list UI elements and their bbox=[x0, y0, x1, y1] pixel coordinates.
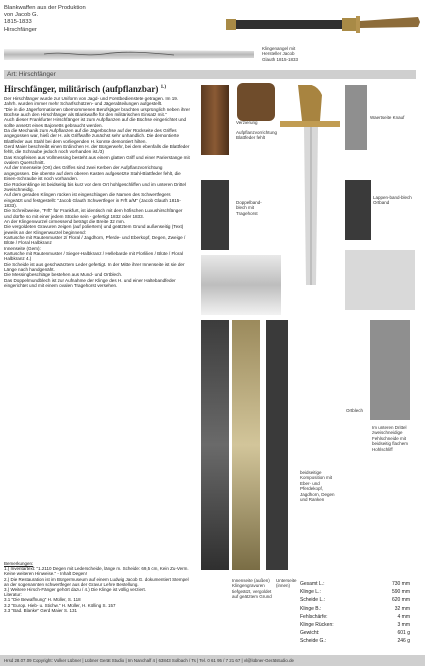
remark-item: 3.) Weitere Hirsch-Fänger gehört dazu / 4.) Die Klinge ist völlig verziert. bbox=[4, 587, 146, 593]
spec-label: Klinge L.: bbox=[300, 589, 321, 596]
sword-hilt-illustration bbox=[280, 85, 340, 285]
engraving-photo-2 bbox=[232, 320, 260, 570]
section-label-bar bbox=[4, 70, 416, 79]
caption-waertseite: Waertseite Knauf bbox=[370, 115, 405, 120]
section-label: Art: Hirschfänger bbox=[7, 71, 56, 78]
spec-row bbox=[300, 605, 410, 613]
body-paragraph: Auf der Innenseite (Ort) des Griffes sind zwei Kerben der Aufpflanzvorrichtung angegossen. Die oberste auf dem oberen Kasten aufgesetzte Stahl-Blattfeder fehlt, die Eisen-Schraube ist noch vorhanden. bbox=[4, 165, 181, 182]
blade-detail-photo bbox=[201, 255, 281, 315]
specifications-table bbox=[300, 580, 410, 646]
body-paragraph: Gerd Maier beschreibt einen Erdinchen H. der Bürgerwehr, bei dem ebenfalls die Blattfeder fehlt, die Schraube jedoch noch vorhanden ist./3) bbox=[4, 144, 190, 155]
body-paragraph: Die Messingbeschläge bestehen aus Mund- und Ortblech. bbox=[4, 272, 123, 278]
caption-unteres-drittel: Im unteren Drittel zweischneidige Fehlschneide mit beidseitig flachem Hohlschliff bbox=[372, 425, 409, 452]
vertical-sword-photo bbox=[280, 85, 340, 285]
body-paragraph: "Die in die Jägerformationen übernommenen Berufsjäger brachten ursprünglich neben ihrer Büchse auch den Hirschfänger als Blankwaffe für den militärischen Einsatz mit." bbox=[4, 106, 190, 118]
caption-aufpflanz: Aufpflanzvorrichtung Blattfeder fehlt bbox=[236, 130, 278, 141]
body-paragraph: Innenseite (Gem): bbox=[4, 245, 41, 251]
remark-item: 1.) Inventartext: "1.2110 Degen mit Lederscheide, länge m. Scheide: 69,5 cm, Kein Zu-Verm. Keine weiteren Hinweise." - Inhalt Degen! bbox=[4, 566, 189, 577]
grip-photo-1 bbox=[201, 85, 229, 155]
scabbard-chape-photo bbox=[345, 180, 371, 240]
spec-value: 730 mm bbox=[391, 581, 410, 587]
remarks-heading: Bemerkungen: bbox=[4, 561, 34, 566]
maker-mark-photo bbox=[4, 46, 254, 62]
spec-value: 590 mm bbox=[391, 589, 410, 596]
spec-value: 246 g bbox=[397, 638, 410, 645]
body-paragraph: Da die Mechanik zum Aufpflanzen auf die Jägerbüchse auf der Rückseite des Griffes angegossen war, hieß der H. als Griffwaffe zunächst sehr unhandlich. Die demontierte Blattfeder aus Stahl bei dem vorliegenden H. konnte demontiert hilten. bbox=[4, 128, 179, 144]
caption-klingenseite: beidseitige Komposition mit Eber- und Pferdekopf, Jagdhorn, Degen und Ranken bbox=[300, 470, 335, 503]
spec-label: Gewicht: bbox=[300, 630, 320, 637]
caption-ortblech: Ortblech bbox=[346, 408, 364, 413]
crossguard-closeup bbox=[345, 85, 367, 150]
spec-row bbox=[300, 637, 410, 645]
sword-with-scabbard-photo bbox=[222, 5, 422, 43]
page-title: Hirschfänger, militärisch (aufpflanzbar) $^{1.)}$ bbox=[4, 84, 167, 94]
body-paragraph: Auch dieser Frankfurter Hirschfänger ist zum Aufpflanzen auf die Büchse eingerichtet und sollte ansetzt eines Bajonetts gebraucht werden. bbox=[4, 117, 187, 128]
caption-unterseite: Unterseite (innen) bbox=[276, 578, 297, 589]
body-paragraph: Auf dem geraden Klingen rücken ist eingeschlagen die Namen des Schwertfegers eingeätzt und festgestellt: "Jacob Glauth Schwertfeger in Frft a/M" (Jacob Glauth 1815-1833). bbox=[4, 192, 181, 208]
footer bbox=[0, 655, 425, 666]
spec-value: 601 g bbox=[397, 630, 410, 637]
spec-row bbox=[300, 588, 410, 596]
header-line2: 1815-1833 bbox=[4, 19, 32, 26]
header-line1: Blankwaffen aus der Produktion von Jacob G. bbox=[4, 5, 86, 19]
caption-lappenband: Lappen-band-blech Ortband bbox=[373, 195, 412, 206]
blade-tip-photo bbox=[370, 320, 410, 420]
blade-inscription-closeup bbox=[4, 46, 254, 62]
spec-value: 32 mm bbox=[394, 605, 410, 612]
spec-row bbox=[300, 613, 410, 621]
spec-label: Klinge B.: bbox=[300, 605, 322, 612]
sword-scabbard-illustration bbox=[222, 5, 422, 43]
header-line3: Hirschfänger bbox=[4, 26, 37, 33]
scabbard-mouth-photo bbox=[201, 180, 229, 250]
spec-row bbox=[300, 580, 410, 588]
spec-value: 620 mm bbox=[391, 597, 410, 604]
body-paragraph: Die Schreibweise, "Frft" für Frankfurt, ist identisch mit dem höfischen Luxushirschfänger und dürfte so mit einer jedem Stücke sein - gefertigt 1832 oder 1833. bbox=[4, 208, 183, 219]
body-paragraph: An der Klingenwurzel cirmessend beträgt die Breite 32 mm. bbox=[4, 218, 126, 224]
scabbard-full-photo bbox=[266, 320, 288, 570]
body-paragraph: Die Scheide ist aus geschwärztem Leder gefertigt. In der Mitte ihrer Innenseite ist sie der Länge nach handgenäht. bbox=[4, 261, 185, 272]
remark-item: Literatur: bbox=[4, 592, 22, 598]
body-paragraph: Kartusche mit Rautenmuster / Sieger-Halbkranz / Hellebarde mit Florlilien / Blüte / Floral Halbkranz 4.) bbox=[4, 250, 183, 262]
pommel-photo bbox=[237, 83, 275, 121]
spec-row bbox=[300, 596, 410, 604]
body-paragraph: Das Knopfeisen aus Vollmessing besteht aus einem glatten Griff und einer Parierstange mit ovalem Querschnitt. bbox=[4, 154, 190, 166]
body-paragraph: Das Doppelmundblech ist zur Aufnahme der Klinge des H. und einer Haltebandfeder eingerichtet und mit einem ovalen Tragehorst versehen. bbox=[4, 277, 176, 289]
caption-verzierung: Verzierung bbox=[236, 120, 258, 125]
spec-value: 3 mm bbox=[397, 622, 410, 629]
body-paragraph: Der Hirschfänger wurde zur Uniform von Jagd- und Forstbedienstete getragen. Im 19. Jahrh. wurden immer mehr Scharfschützen- und Jägerabteilungen aufgestellt. bbox=[4, 96, 179, 107]
remark-item: 3.1 "Die Bewaffnung" H. Müller, S. 118 bbox=[4, 597, 81, 603]
caption-maker-mark: Klingenangel mit Hersteller Jacob Glauth 1815-1833 bbox=[262, 46, 299, 62]
remark-item: 2.) Die Restauration ist im Bürgermuseum auf einem Ludwig Jacob G. dokumentiert Stempel an der sogenannten schwertfeger aus der Gravur Lehre Bestellung. bbox=[4, 576, 189, 587]
spec-label: Klinge Rücken: bbox=[300, 622, 334, 629]
blade-spine-photo bbox=[345, 250, 415, 310]
spec-row bbox=[300, 621, 410, 629]
spec-value: 4 mm bbox=[397, 613, 410, 620]
spec-label: Scheide G.: bbox=[300, 638, 327, 645]
remark-item: 3.2 "Europ. Hieb- u. Stichw." H. Müller, H. Kölling S. 157 bbox=[4, 602, 116, 608]
spec-label: Fehlschärfe: bbox=[300, 613, 328, 620]
remark-item: 3.3 "Bad. Blanke" Gerd Maier S. 131 bbox=[4, 607, 77, 613]
body-paragraph: Die Rückenklinge ist beidseitig bis kurz vor dem Ort hohlgeschliffen und im unteren Drittel zweischneidig. bbox=[4, 181, 186, 192]
engraving-photo-1 bbox=[201, 320, 229, 570]
caption-innenseite: Innenseite (außen) Klingengravuren tiefgeätzt, vergoldet auf geätztem Grund bbox=[232, 578, 272, 600]
body-paragraph: Kartusche mit Rautenmuster 2/ Floral / Jagdhorn, Pferde- und Eberkopf, Degen, Zweige / Blüte / Floral Halbkranz bbox=[4, 234, 186, 246]
remarks bbox=[4, 561, 194, 613]
article-body bbox=[4, 96, 190, 288]
body-paragraph: Die vergoldeten Gravuren zeigen (auf poliertem) und geätztem Grund außenseitig (Text) jeweils an der Klingenwurzel beginnend: bbox=[4, 224, 184, 235]
spec-row bbox=[300, 629, 410, 637]
caption-doppelband: Doppelband-blech mit Tragehorst bbox=[236, 200, 262, 216]
spec-label: Scheide L.: bbox=[300, 597, 326, 604]
spec-label: Gesamt L.: bbox=[300, 581, 325, 587]
header bbox=[4, 5, 94, 34]
footer-text: Hrsd 28.07.09 Copyright: Volker Lübner | Lübner Gerät Studio | Im Nanchalf 4 | 63843 Solbach / Ts | Tel. 0 61 95 / 7 21 67 | vl@lübner-Gerätstudio.de bbox=[4, 658, 294, 663]
title-footnote: 1.) bbox=[160, 85, 167, 90]
